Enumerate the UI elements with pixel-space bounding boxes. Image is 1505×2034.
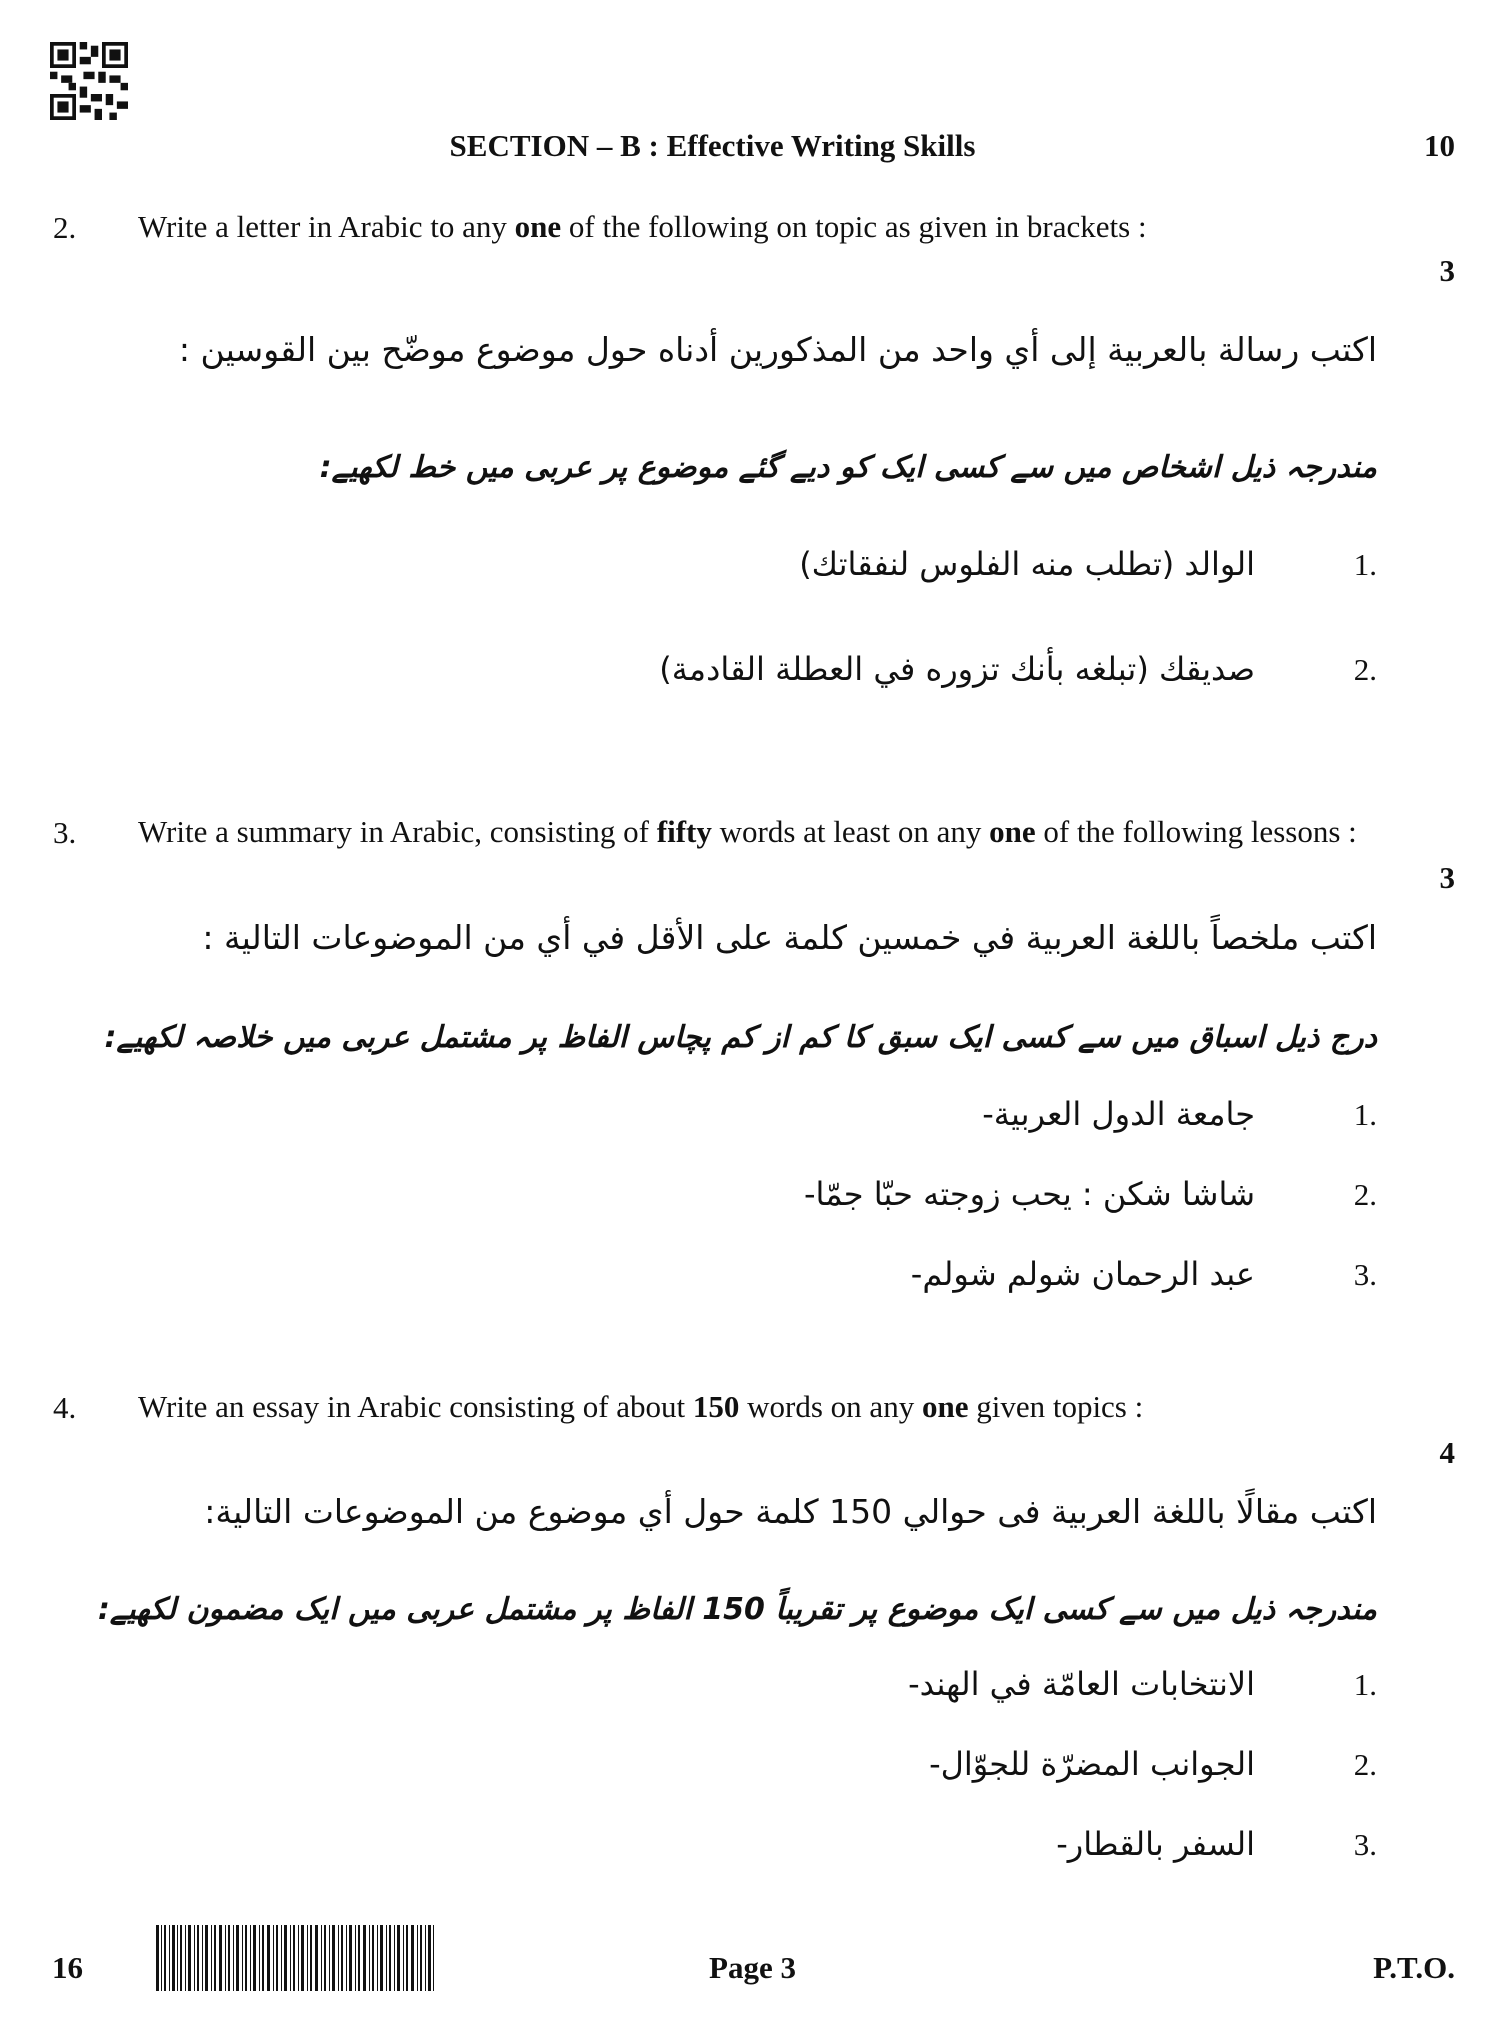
question-marks: 3 [1439, 253, 1455, 288]
option-item: .1جامعة الدول العربية- [982, 1095, 1377, 1133]
question-number: 4. [53, 1390, 77, 1425]
section-title: SECTION – B : Effective Writing Skills [449, 128, 976, 163]
question-marks: 3 [1439, 860, 1455, 895]
pto-label: P.T.O. [1373, 1950, 1455, 1985]
option-item: .1الوالد (تطلب منه الفلوس لنفقاتك) [799, 545, 1377, 583]
option-item: .3السفر بالقطار- [1056, 1825, 1377, 1863]
section-marks: 10 [1424, 128, 1455, 163]
page-number: Page 3 [709, 1950, 796, 1985]
option-item: .3عبد الرحمان شولم شولم- [910, 1255, 1377, 1293]
arabic-instruction: اكتب رسالة بالعربية إلى أي واحد من المذكورين أدناه حول موضوع موضّح بين القوسين : [178, 330, 1377, 369]
urdu-instruction: مندرجہ ذیل اشخاص میں سے کسی ایک کو دیے گئے موضوع پر عربی میں خط لکھیے: [319, 450, 1377, 485]
qr-code-icon [50, 42, 128, 120]
question-number: 2. [53, 210, 77, 245]
option-item: .1الانتخابات العامّة في الهند- [908, 1665, 1377, 1703]
option-item: .2صديقك (تبلغه بأنك تزوره في العطلة القادمة) [659, 650, 1377, 688]
question-number: 3. [53, 815, 77, 850]
option-item: .2الجوانب المضرّة للجوّال- [929, 1745, 1377, 1783]
arabic-instruction: اكتب ملخصاً باللغة العربية في خمسين كلمة على الأقل في أي من الموضوعات التالية : [202, 918, 1377, 957]
question-marks: 4 [1439, 1435, 1455, 1470]
arabic-instruction: اكتب مقالًا باللغة العربية فى حوالي 150 كلمة حول أي موضوع من الموضوعات التالية: [204, 1492, 1377, 1531]
option-item: .2شاشا شكن : يحب زوجته حبّا جمّا- [803, 1175, 1377, 1213]
paper-code: 16 [52, 1950, 83, 1985]
question-text: Write a letter in Arabic to any one of the following on topic as given in brackets : [138, 209, 1147, 244]
urdu-instruction: درج ذیل اسباق میں سے کسی ایک سبق کا کم از کم پچاس الفاظ پر مشتمل عربی میں خلاصہ لکھیے: [104, 1020, 1377, 1055]
question-text: Write a summary in Arabic, consisting of fifty words at least on any one of the following lessons : [138, 814, 1357, 849]
question-text: Write an essay in Arabic consisting of about 150 words on any one given topics : [138, 1389, 1144, 1424]
urdu-instruction: مندرجہ ذیل میں سے کسی ایک موضوع پر تقریباً 150 الفاظ پر مشتمل عربی میں ایک مضمون لکھیے: [97, 1592, 1377, 1627]
